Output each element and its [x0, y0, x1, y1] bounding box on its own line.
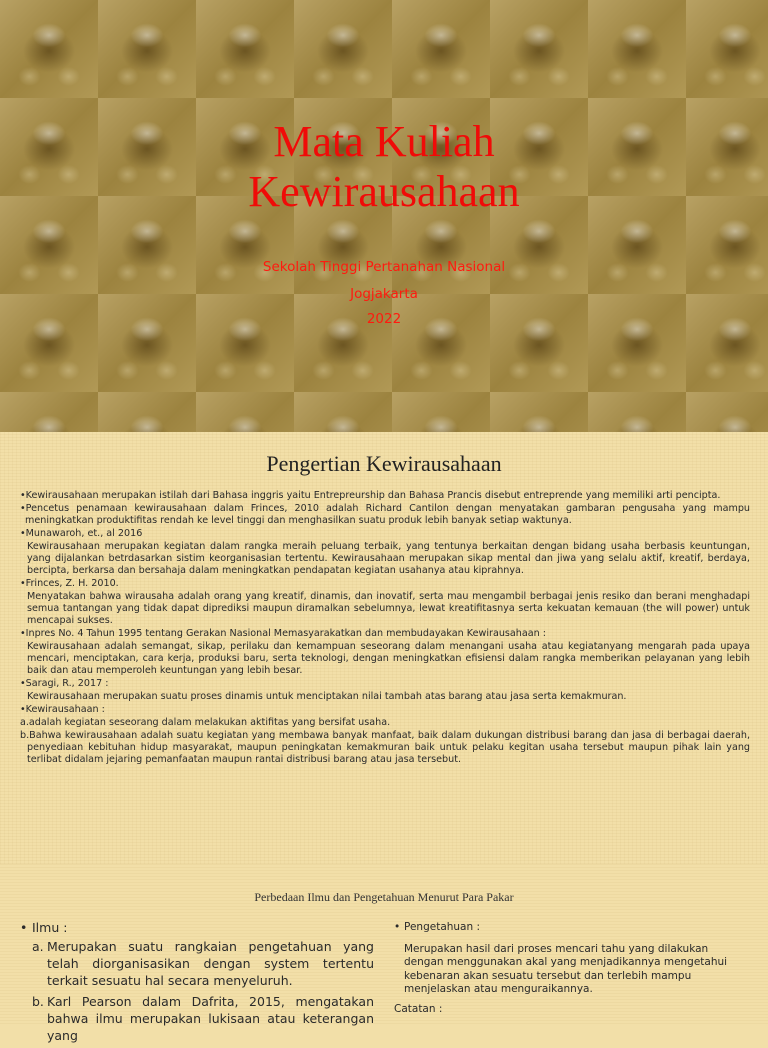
title-slide: [0, 0, 768, 432]
institution-name: Sekolah Tinggi Pertanahan Nasional: [262, 259, 506, 275]
item-b: b.Bahwa kewirausahaan adalah suatu kegiatan yang membawa banyak manfaat, baik dalam dukungan distribusi barang dan jasa di berbagai daerah, penyediaan kebituhan hidup masyarakat, maupun peningkatan kemakmuran baik untuk pelaku kegitan usaha tersebut maupun pihak lain yang terlibat didalam jejaring pemanfaatan maupun rantai distribusi barang atau jasa tersebut.: [20, 730, 750, 765]
pengetahuan-title: • Pengetahuan :: [394, 921, 481, 933]
bullet-icon: •: [20, 920, 28, 935]
item-label: a.: [32, 939, 44, 954]
item-label: b.: [32, 994, 44, 1009]
paragraph-entrepreneurship: •Kewirausahaan merupakan istilah dari Bahasa inggris yaitu Entrepreurship dan Bahasa Prancis disebut entreprende yang memiliki arti pencipta.: [20, 490, 721, 501]
paragraph-munawaroh: Kewirausahaan merupakan kegiatan dalam rangka meraih peluang terbaik, yang tentunya berkaitan dengan bidang usaha berbasis keuntungan, yang dijalankan betrdasarkan sistim keorganisasian tertentu. Kewirausahaan merupakan sikap mental dan jiwa yang selalu aktif, kreatif, berdaya, bercipta, berkarsa dan bersahaja dalam meningkatkan pendapatan kegiatan usahanya atau kiprahnya.: [27, 541, 750, 576]
source-frinces: •Frinces, Z. H. 2010.: [20, 578, 119, 589]
ilmu-item-b: [20, 993, 374, 1044]
slide-title: [0, 117, 768, 217]
item-a: a.adalah kegiatan seseorang dalam melakukan aktifitas yang bersifat usaha.: [20, 717, 391, 728]
bullet-icon: •: [394, 921, 401, 933]
catatan-label: Catatan :: [394, 1002, 443, 1015]
pengetahuan-text: Merupakan hasil dari proses mencari tahu yang dilakukan dengan menggunakan akal yang menjadikannya mengetahui kebenaran akan sesuatu tersebut dan terlebih mampu menjelaskan atau menguraikannya.: [404, 942, 728, 995]
ilmu-item-a: [20, 938, 374, 989]
pengetahuan-column: [394, 921, 734, 1016]
comparison-slide: [0, 864, 768, 1043]
paragraph-saragi: Kewirausahaan merupakan suatu proses dinamis untuk menciptakan nilai tambah atas barang atau jasa serta kemakmuran.: [27, 691, 627, 702]
definition-body: [20, 490, 750, 767]
item-text: Karl Pearson dalam Dafrita, 2015, mengatakan bahwa ilmu merupakan lukisaan atau keterangan yang: [47, 994, 374, 1043]
source-inpres: •Inpres No. 4 Tahun 1995 tentang Gerakan Nasional Memasyarakatkan dan membudayakan Kewirausahaan :: [20, 628, 547, 639]
city-name: Jogjakarta: [350, 286, 418, 302]
paragraph-cantilon: •Pencetus penamaan kewirausahaan dalam Frinces, 2010 adalah Richard Cantilon dengan menyatakan gambaran pengusaha yang mampu meningkatkan produktifitas rendah ke level tinggi dan menghasilkan suatu produk lebih banyak setiap waktunya.: [20, 503, 750, 526]
source-saragi: •Saragi, R., 2017 :: [20, 678, 109, 689]
paragraph-frinces: Menyatakan bahwa wirausaha adalah orang yang kreatif, dinamis, dan inovatif, serta mau mengambil berbagai jenis resiko dan berani menghadapi semua tantangan yang tidak dapat diprediksi maupun diramalkan sebelumnya, lewat kreatifitasnya serta kekuatan kemauan (the will power) untuk mencapai sukses.: [27, 591, 750, 626]
slide-heading: Perbedaan Ilmu dan Pengetahuan Menurut Para Pakar: [254, 890, 514, 904]
ilmu-title: • Ilmu :: [20, 920, 68, 935]
source-kewirausahaan: •Kewirausahaan :: [20, 704, 105, 715]
title-line-1: Mata Kuliah: [273, 117, 495, 166]
ilmu-column: [20, 919, 374, 1048]
definition-slide: [0, 432, 768, 864]
item-text: Merupakan suatu rangkaian pengetahuan yang telah diorganisasikan dengan system tertentu terkait sesuatu hal secara menyeluruh.: [47, 939, 374, 988]
paragraph-inpres: Kewirausahaan adalah semangat, sikap, perilaku dan kemampuan seseorang dalam menangani usaha atau kegiatanyang mengarah pada upaya mencari, menciptakan, cara kerja, produksi baru, serta teknologi, dengan meningkatkan efisiensi dalam rangka memberikan pelayanan yang lebih baik dan atau memperoleh keuntungan yang lebih besar.: [27, 641, 750, 676]
year-text: 2022: [366, 311, 402, 327]
source-munawaroh: •Munawaroh, et., al 2016: [20, 528, 143, 539]
title-line-2: Kewirausahaan: [248, 167, 520, 216]
slide-heading: Pengertian Kewirausahaan: [266, 451, 502, 476]
